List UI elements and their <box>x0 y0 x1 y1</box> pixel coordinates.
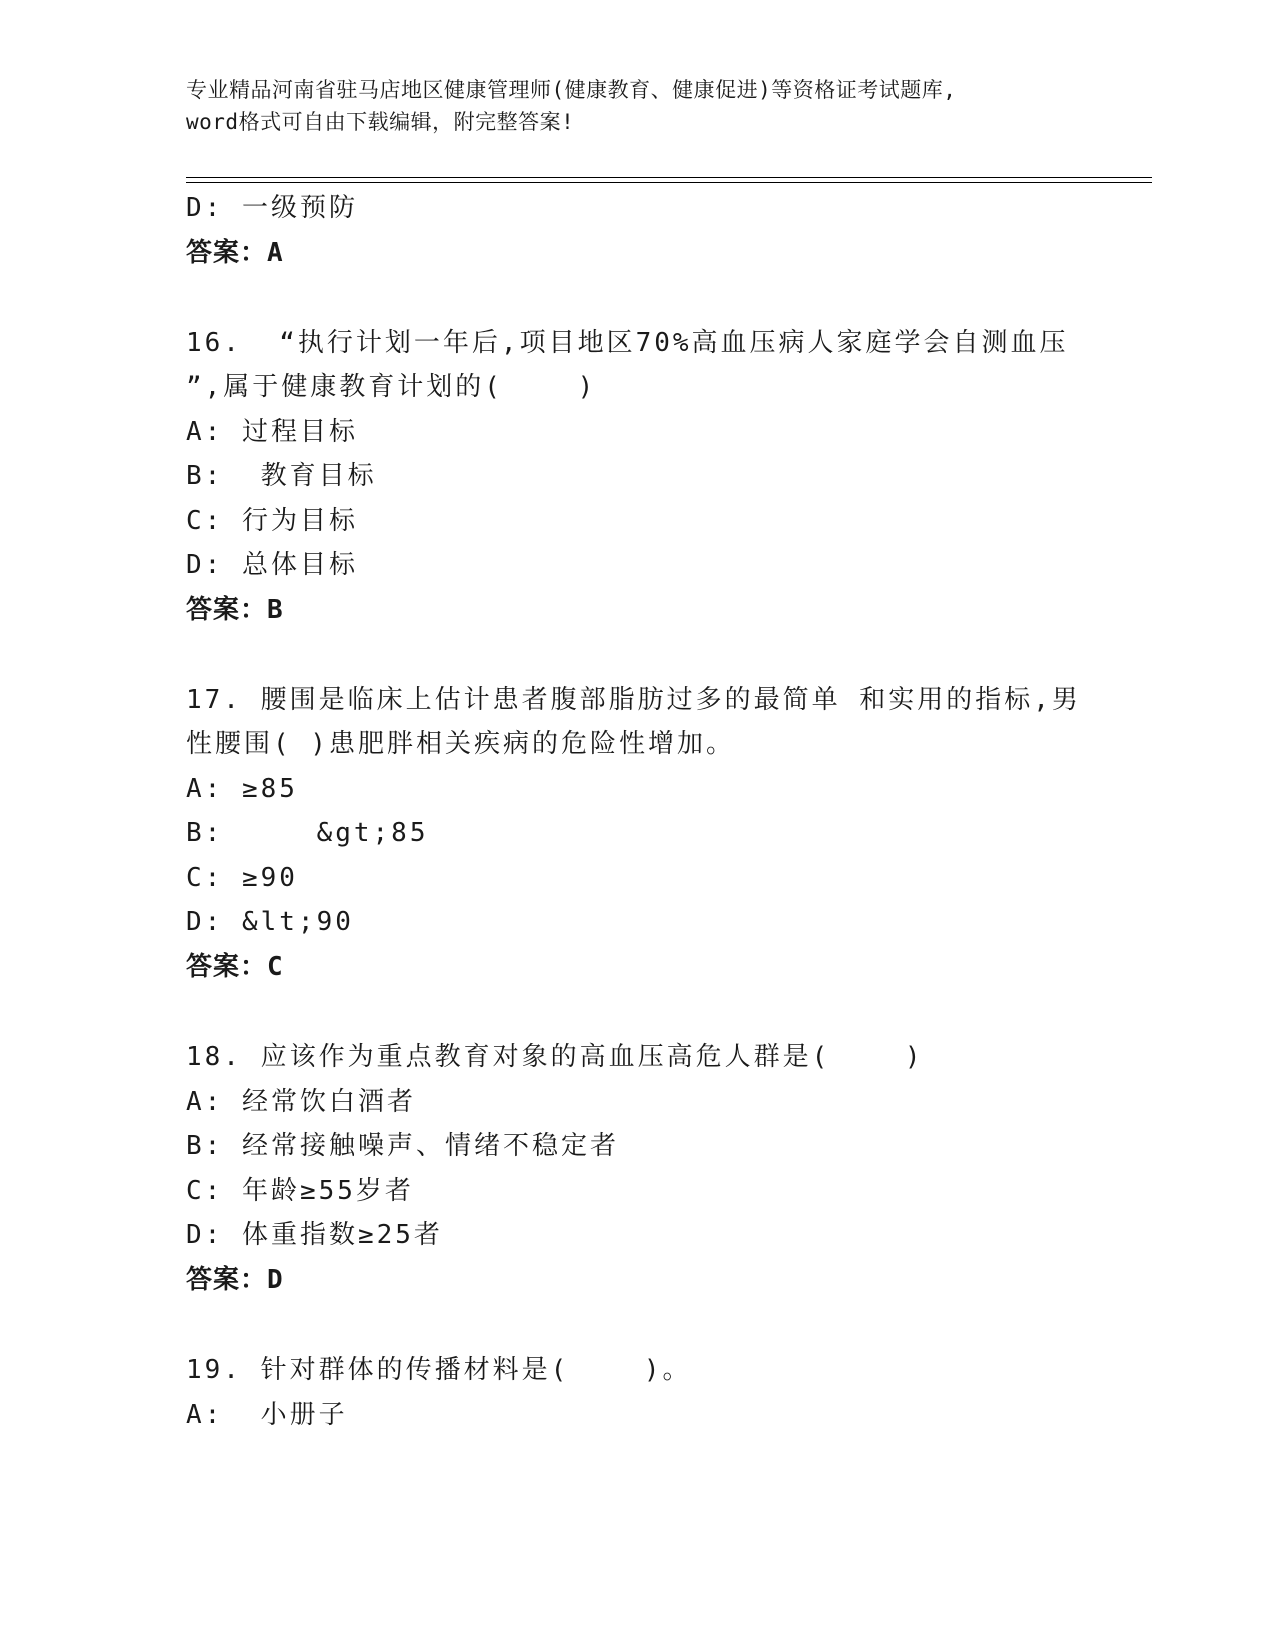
q17-stem-line-1: 17. 腰围是临床上估计患者腹部脂肪过多的最简单 和实用的指标,男 <box>186 685 1081 715</box>
q16-answer: 答案：B <box>186 595 284 625</box>
q18-stem-line-1: 18. 应该作为重点教育对象的高血压高危人群是( ) <box>186 1042 924 1072</box>
header-rule-top <box>186 177 1152 178</box>
q17-answer: 答案：C <box>186 952 284 982</box>
header-rule-bottom <box>186 182 1152 183</box>
q18-option-a: A: 经常饮白酒者 <box>186 1087 416 1117</box>
prev-option-d: D: 一级预防 <box>186 193 358 223</box>
document-header <box>186 74 1146 138</box>
q17-option-b: B: &gt;85 <box>186 818 429 848</box>
q19-stem-line-1: 19. 针对群体的传播材料是( )。 <box>186 1355 692 1385</box>
prev-answer: 答案：A <box>186 238 284 268</box>
q16-stem-line-2: ”,属于健康教育计划的( ) <box>186 372 597 402</box>
q17-option-d: D: &lt;90 <box>186 907 354 937</box>
q16-option-c: C: 行为目标 <box>186 506 358 536</box>
q16-option-a: A: 过程目标 <box>186 417 358 447</box>
q16-option-d: D: 总体目标 <box>186 550 358 580</box>
q16-stem-line-1: 16. “执行计划一年后,项目地区70%高血压病人家庭学会自测血压 <box>186 328 1069 358</box>
q18-option-c: C: 年龄≥55岁者 <box>186 1176 414 1206</box>
q18-answer: 答案：D <box>186 1265 284 1295</box>
q18-option-b: B: 经常接触噪声、情绪不稳定者 <box>186 1131 619 1161</box>
q19-option-a: A: 小册子 <box>186 1400 348 1430</box>
q17-option-c: C: ≥90 <box>186 863 298 893</box>
q18-option-d: D: 体重指数≥25者 <box>186 1220 443 1250</box>
q17-option-a: A: ≥85 <box>186 774 298 804</box>
q17-stem-line-2: 性腰围( )患肥胖相关疾病的危险性增加。 <box>186 729 735 759</box>
q16-option-b: B: 教育目标 <box>186 461 377 491</box>
header-line-2: word格式可自由下载编辑，附完整答案! <box>186 110 575 134</box>
header-line-1: 专业精品河南省驻马店地区健康管理师(健康教育、健康促进)等资格证考试题库, <box>186 78 957 102</box>
